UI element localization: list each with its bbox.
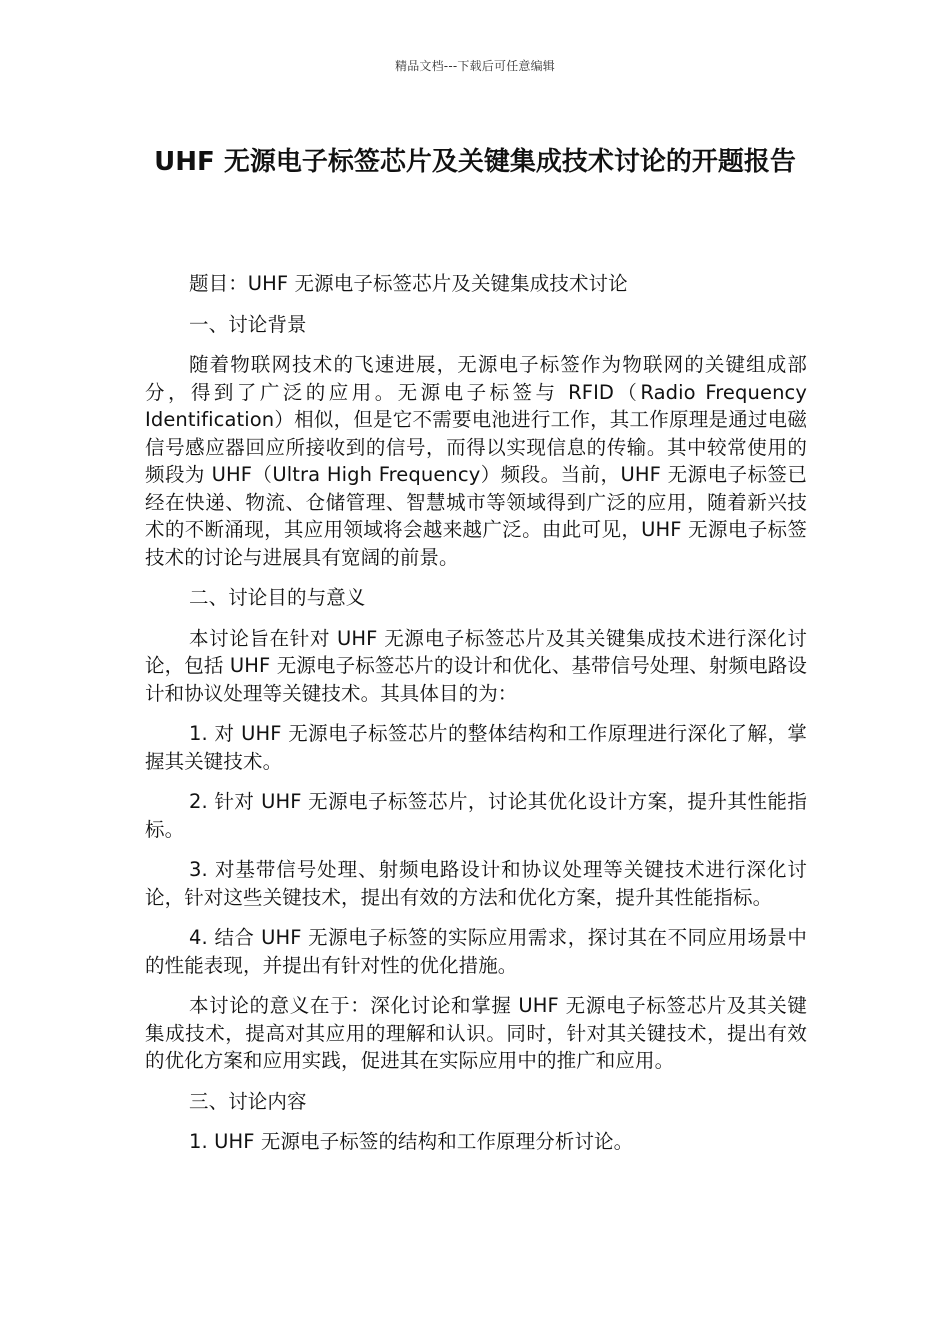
purpose-item-3: 3. 对基带信号处理、射频电路设计和协议处理等关键技术进行深化讨论，针对这些关键技术，提出有效的方法和优化方案，提升其性能指标。 bbox=[145, 858, 807, 909]
purpose-intro-paragraph: 本讨论旨在针对 UHF 无源电子标签芯片及其关键集成技术进行深化讨论，包括 UHF 无源电子标签芯片的设计和优化、基带信号处理、射频电路设计和协议处理等关键技术。其具体目的为： bbox=[145, 626, 807, 705]
section-heading-content: 三、讨论内容 bbox=[189, 1089, 307, 1113]
document-body bbox=[145, 270, 807, 1169]
significance-paragraph: 本讨论的意义在于：深化讨论和掌握 UHF 无源电子标签芯片及其关键集成技术，提高对其应用的理解和认识。同时，针对其关键技术，提出有效的优化方案和应用实践，促进其在实际应用中的推广和应用。 bbox=[145, 994, 807, 1072]
document-title: UHF 无源电子标签芯片及关键集成技术讨论的开题报告 bbox=[154, 147, 796, 177]
page-header: 精品文档---下载后可任意编辑 bbox=[395, 59, 555, 73]
section-heading-purpose: 二、讨论目的与意义 bbox=[189, 586, 366, 609]
purpose-item-1: 1. 对 UHF 无源电子标签芯片的整体结构和工作原理进行深化了解，掌握其关键技术。 bbox=[145, 722, 807, 773]
purpose-item-2: 2. 针对 UHF 无源电子标签芯片，讨论其优化设计方案，提升其性能指标。 bbox=[145, 790, 807, 841]
content-item-1: 1. UHF 无源电子标签的结构和工作原理分析讨论。 bbox=[189, 1130, 634, 1153]
section-heading-background: 一、讨论背景 bbox=[189, 312, 307, 336]
topic-line: 题目：UHF 无源电子标签芯片及关键集成技术讨论 bbox=[189, 272, 628, 295]
background-paragraph: 随着物联网技术的飞速进展，无源电子标签作为物联网的关键组成部分，得到了广泛的应用。无源电子标签与 RFID（Radio Frequency Identification）相似，但是它不需要电池进行工作，其工作原理是通过电磁信号感应器回应所接收到的信号，而得以实现信息的传输。其中较常使用的频段为 UHF（Ultra High Frequency）频段。当前，UHF 无源电子标签已经在快递、物流、仓储管理、智慧城市等领域得到广泛的应用，随着新兴技术的不断涌现，其应用领域将会越来越广泛。由此可见，UHF 无源电子标签技术的讨论与进展具有宽阔的前景。 bbox=[145, 353, 807, 569]
purpose-item-4: 4. 结合 UHF 无源电子标签的实际应用需求，探讨其在不同应用场景中的性能表现，并提出有针对性的优化措施。 bbox=[145, 926, 807, 977]
